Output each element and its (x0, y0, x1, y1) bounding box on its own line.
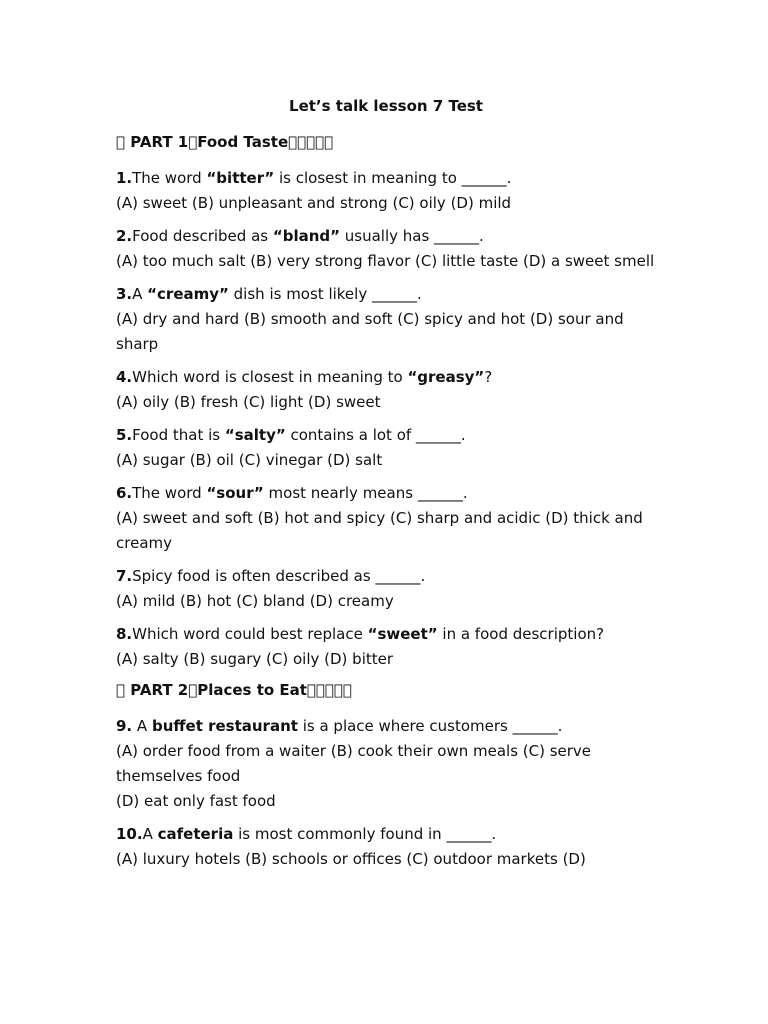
question-options-continued: (D) eat only fast food (116, 792, 276, 810)
question-options: (A) sweet (B) unpleasant and strong (C) oily (D) mild (116, 194, 512, 212)
part2-heading: 􀀀 PART 2􀀀Places to Eat􀀀􀀀􀀀􀀀􀀀 (116, 681, 352, 699)
question-text-end: dish is most likely ______. (228, 285, 422, 303)
question-text: Food that is (132, 426, 225, 444)
question-3 (116, 282, 656, 357)
question-text-end: most nearly means ______. (263, 484, 468, 502)
question-keyword: “sour” (206, 484, 264, 502)
question-text: A (132, 285, 148, 303)
question-number: 2. (116, 227, 133, 245)
question-9 (116, 714, 656, 814)
question-options: (A) sugar (B) oil (C) vinegar (D) salt (116, 451, 383, 469)
question-2 (116, 224, 656, 274)
question-keyword: “sweet” (367, 625, 438, 643)
question-number: 3. (116, 285, 133, 303)
question-text-end: is a place where customers ______. (297, 717, 563, 735)
question-options: (A) luxury hotels (B) schools or offices (C) outdoor markets (D) (116, 850, 586, 868)
question-4 (116, 365, 656, 415)
question-number: 5. (116, 426, 133, 444)
question-number: 7. (116, 567, 133, 585)
question-text-end: ? (484, 368, 493, 386)
question-options: (A) salty (B) sugary (C) oily (D) bitter (116, 650, 394, 668)
question-number: 9. (116, 717, 133, 735)
question-number: 1. (116, 169, 133, 187)
question-7 (116, 564, 656, 614)
question-keyword: “bland” (272, 227, 340, 245)
question-text: The word (132, 484, 207, 502)
part1-heading: 􀀀 PART 1􀀀Food Taste􀀀􀀀􀀀􀀀􀀀 (116, 133, 334, 151)
question-number: 4. (116, 368, 133, 386)
question-options: (A) order food from a waiter (B) cook their own meals (C) serve themselves food (116, 742, 592, 785)
question-options: (A) dry and hard (B) smooth and soft (C) spicy and hot (D) sour and sharp (116, 310, 624, 353)
question-text: Which word could best replace (132, 625, 368, 643)
question-text: A (132, 717, 152, 735)
question-keyword: “creamy” (147, 285, 229, 303)
question-options: (A) oily (B) fresh (C) light (D) sweet (116, 393, 381, 411)
question-keyword: “bitter” (206, 169, 275, 187)
question-number: 10. (116, 825, 143, 843)
question-text: The word (132, 169, 207, 187)
question-keyword: cafeteria (157, 825, 234, 843)
page-title: Let’s talk lesson 7 Test (289, 97, 483, 115)
question-6 (116, 481, 656, 556)
question-options: (A) too much salt (B) very strong flavor (C) little taste (D) a sweet smell (116, 252, 655, 270)
question-text: Which word is closest in meaning to (132, 368, 408, 386)
question-1 (116, 166, 656, 216)
question-text-end: is most commonly found in ______. (233, 825, 497, 843)
question-text: A (142, 825, 158, 843)
question-options: (A) sweet and soft (B) hot and spicy (C) sharp and acidic (D) thick and creamy (116, 509, 643, 552)
question-text: Spicy food is often described as ______. (132, 567, 426, 585)
document-page (116, 96, 656, 880)
question-text-end: is closest in meaning to ______. (274, 169, 512, 187)
question-number: 8. (116, 625, 133, 643)
question-keyword: “salty” (224, 426, 286, 444)
question-number: 6. (116, 484, 133, 502)
question-text: Food described as (132, 227, 273, 245)
question-options: (A) mild (B) hot (C) bland (D) creamy (116, 592, 394, 610)
question-keyword: buffet restaurant (151, 717, 298, 735)
question-8 (116, 622, 656, 672)
question-text-end: usually has ______. (339, 227, 484, 245)
question-10 (116, 822, 656, 872)
question-text-end: in a food description? (437, 625, 605, 643)
question-text-end: contains a lot of ______. (285, 426, 466, 444)
question-keyword: “greasy” (407, 368, 485, 386)
question-5 (116, 423, 656, 473)
